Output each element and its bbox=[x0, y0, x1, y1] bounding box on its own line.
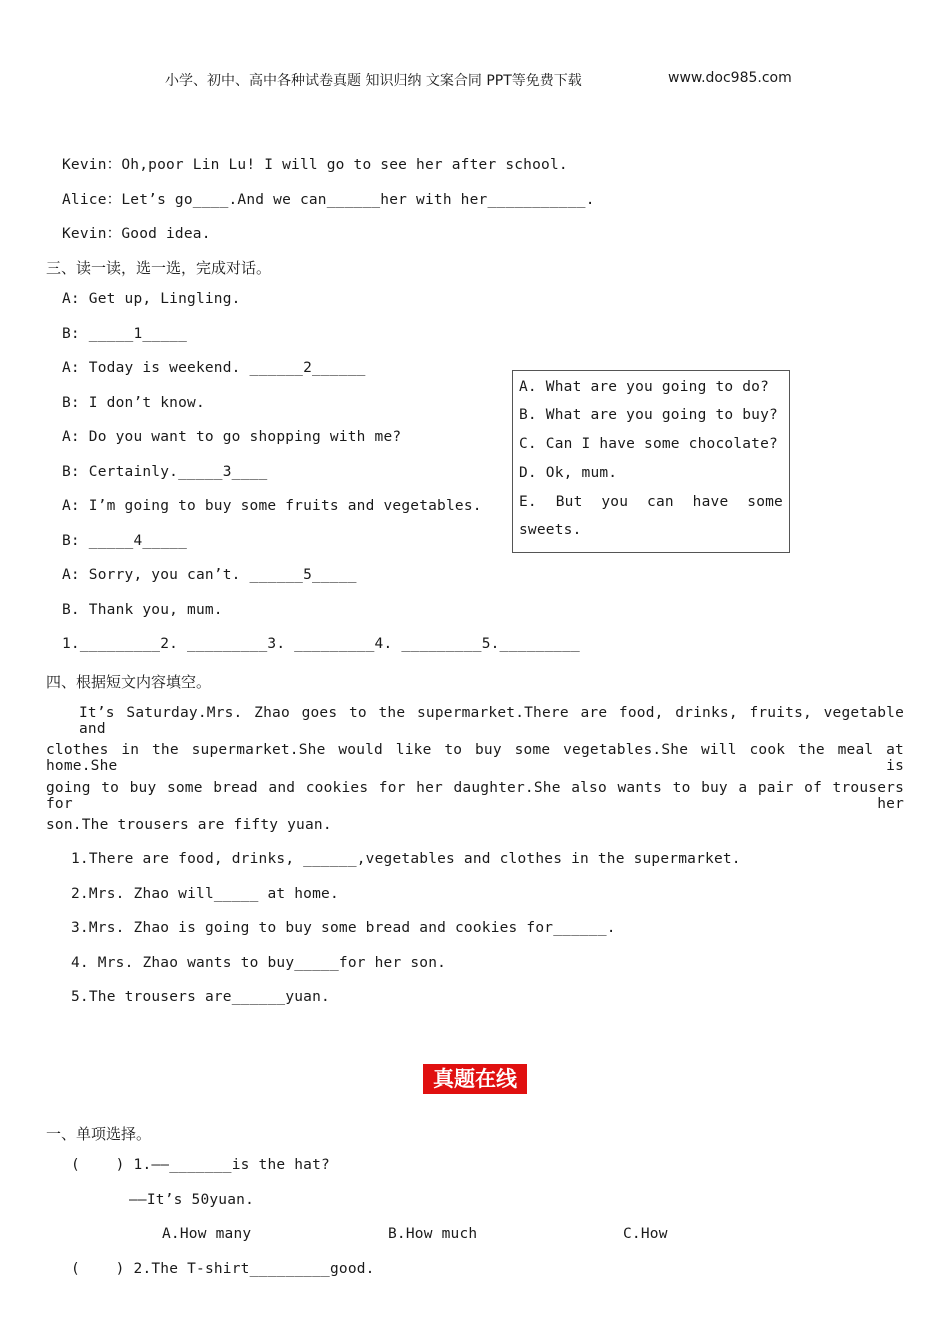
option-e: E. But you can have some bbox=[519, 494, 783, 510]
section-heading: 一、单项选择。 bbox=[46, 1125, 152, 1143]
question-line: ( ) 1.——_______is the hat? bbox=[71, 1157, 330, 1173]
passage-line: going to buy some bread and cookies for her daughter.She also wants to buy a pair of trousers for her bbox=[46, 780, 904, 812]
question-line: 3.Mrs. Zhao is going to buy some bread and cookies for______. bbox=[71, 920, 616, 936]
option-d: D. Ok, mum. bbox=[519, 465, 618, 481]
dialogue-line: B: _____1_____ bbox=[62, 326, 188, 342]
dialogue-line: A: Today is weekend. ______2______ bbox=[62, 360, 366, 376]
dialogue-line: A: Sorry, you can’t. ______5_____ bbox=[62, 567, 357, 583]
passage-line: It’s Saturday.Mrs. Zhao goes to the supermarket.There are food, drinks, fruits, vegetable and bbox=[79, 705, 904, 737]
question-line: 4. Mrs. Zhao wants to buy_____for her son. bbox=[71, 955, 447, 971]
answer-blanks: 1._________2. _________3. _________4. _________5._________ bbox=[62, 636, 580, 652]
dialogue-line: A: Do you want to go shopping with me? bbox=[62, 429, 402, 445]
dialogue-line: B: Certainly._____3____ bbox=[62, 464, 268, 480]
choice-c: C.How bbox=[623, 1226, 668, 1242]
section-heading: 四、根据短文内容填空。 bbox=[46, 673, 212, 691]
choice-a: A.How many bbox=[162, 1226, 252, 1242]
option-b: B. What are you going to buy? bbox=[519, 407, 778, 423]
passage-line: clothes in the supermarket.She would like to buy some vegetables.She will cook the meal at home.She is bbox=[46, 742, 904, 774]
dialogue-line: B: _____4_____ bbox=[62, 533, 188, 549]
section-banner: 真题在线 bbox=[423, 1064, 527, 1094]
passage-line: son.The trousers are fifty yuan. bbox=[46, 817, 332, 833]
dialogue-line: B. Thank you, mum. bbox=[62, 602, 223, 618]
question-line: 1.There are food, drinks, ______,vegetables and clothes in the supermarket. bbox=[71, 851, 741, 867]
option-c: C. Can I have some chocolate? bbox=[519, 436, 778, 452]
question-reply: ——It’s 50yuan. bbox=[129, 1192, 255, 1208]
dialogue-line: B: I don’t know. bbox=[62, 395, 205, 411]
section-heading: 三、读一读，选一选，完成对话。 bbox=[46, 259, 272, 277]
dialogue-line: Alice：Let’s go____.And we can______her with her___________. bbox=[62, 192, 595, 208]
dialogue-line: Kevin：Oh,poor Lin Lu! I will go to see her after school. bbox=[62, 157, 568, 173]
dialogue-line: Kevin：Good idea. bbox=[62, 226, 211, 242]
option-a: A. What are you going to do? bbox=[519, 379, 770, 395]
choice-b: B.How much bbox=[388, 1226, 478, 1242]
dialogue-line: A: Get up, Lingling. bbox=[62, 291, 241, 307]
dialogue-line: A: I’m going to buy some fruits and vegetables. bbox=[62, 498, 482, 514]
header-site-text: 小学、初中、高中各种试卷真题 知识归纳 文案合同 PPT等免费下载 bbox=[165, 73, 582, 89]
options-box bbox=[512, 370, 790, 553]
header-url: www.doc985.com bbox=[668, 70, 792, 86]
option-e-continued: sweets. bbox=[519, 522, 582, 538]
question-line: 2.Mrs. Zhao will_____ at home. bbox=[71, 886, 339, 902]
question-line: ( ) 2.The T-shirt_________good. bbox=[71, 1261, 375, 1277]
question-line: 5.The trousers are______yuan. bbox=[71, 989, 330, 1005]
